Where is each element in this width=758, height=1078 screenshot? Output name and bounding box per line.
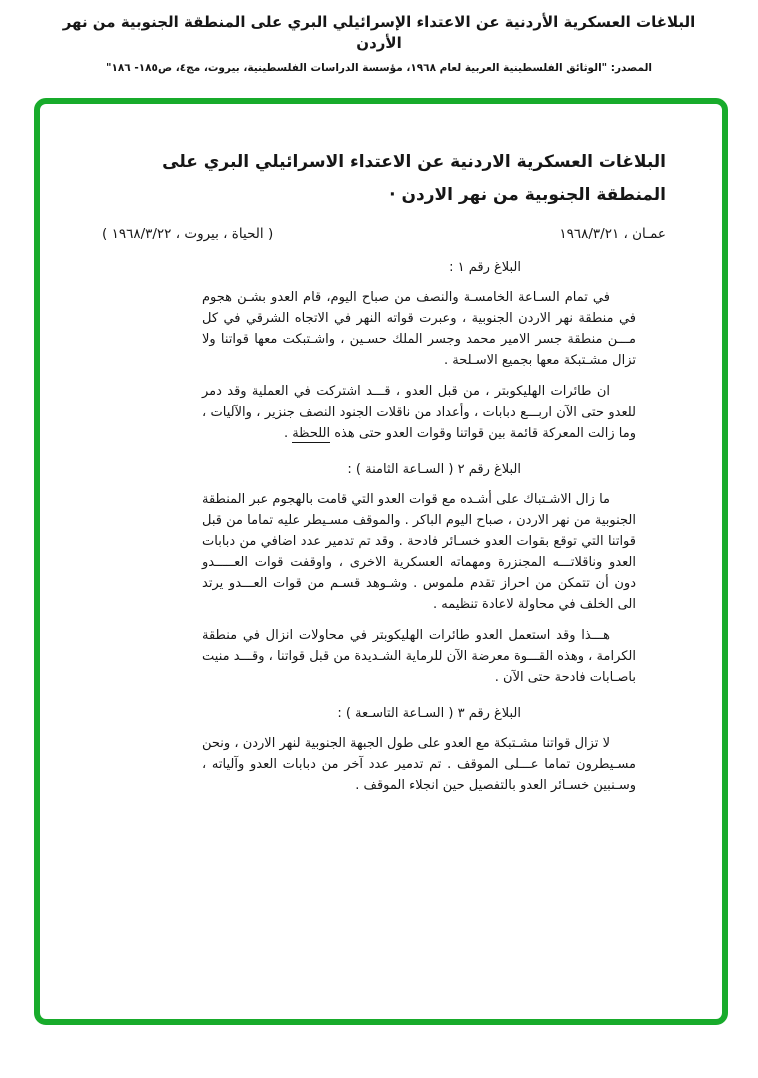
bulletin-2-heading: البلاغ رقم ٢ ( السـاعة الثامنة ) : [347, 462, 521, 477]
document-frame [34, 98, 728, 1025]
bulletin-1-heading: البلاغ رقم ١ : [449, 260, 521, 275]
page-header [0, 12, 758, 75]
document-title: البلاغات العسكرية الاردنية عن الاعتداء الاسرائيلي البري على المنطقة الجنوبية من نهر الاردن · [162, 152, 666, 205]
bulletin-2-paragraph-1: ما زال الاشـتباك على أشـده مع قوات العدو التي قامت بالهجوم عبر المنطقة الجنوبية من نهر الاردن ، صباح اليوم الباكر . والموقف مسـيطر عليه تماما من قبل قواتنا التي توقع بقوات العدو خسـائر فادحة . وقد تم تدمير عدد اضافي من دبابات العدو وناقلاتـــه المجنزرة ومهماته العسكرية الاخرى ، واوقفت قوات العـــــدو دون أن تتمكن من احراز تقدم ملموس . وشـوهد قسـم من قوات العـــدو يرتد الى الخلف في محاولة لاعادة تنظيمه . [202, 492, 636, 612]
dateline-row [102, 226, 666, 242]
source-citation: المصدر: "الوثائق الفلسطينية العربية لعام ١٩٦٨، مؤسسة الدراسات الفلسطينية، بيروت، مج٤، ص١٨٥- ١٨٦" [105, 62, 653, 74]
page-title: البلاغات العسكرية الأردنية عن الاعتداء الإسرائيلي البري على المنطقة الجنوبية من نهر الأردن [62, 13, 696, 52]
publication-reference: ( الحياة ، بيروت ، ١٩٦٨/٣/٢٢ ) [102, 226, 274, 242]
bulletin-3-paragraph-1: لا تزال قواتنا مشـتبكة مع العدو على طول الجبهة الجنوبية لنهر الاردن ، ونحن مسـيطرون تماما عـــلى الموقف . تم تدمير عدد آخر من دبابات العدو وآلياته ، وسـنبين خسـائر العدو بالتفصيل حين انجلاء الموقف . [202, 736, 636, 793]
underlined-word: اللحظة [292, 426, 331, 441]
paragraph-text: ان طائرات الهليكوبتر ، من قبل العدو ، قـــد اشتركت في العملية وقد دمر للعدو حتى الآن اربـــع دبابات ، وأعداد من ناقلات الجنود النصف جنزير ، والآليات ، وما زالت المعركة قائمة بين قواتنا وقوات العدو حتى هذه [202, 384, 636, 441]
bulletin-2-paragraph-2: هـــذا وقد استعمل العدو طائرات الهليكوبتر في محاولات انزال في منطقة الكرامة ، وهذه القـــوة معرضة الآن للرماية الشـديدة من قبل قواتنا ، وقـــد منيت باصـابات فادحة حتى الآن . [202, 628, 636, 685]
document-body [202, 257, 636, 796]
document-content [40, 104, 722, 796]
bulletin-1-paragraph-1: في تمام السـاعة الخامسـة والنصف من صباح اليوم، قام العدو بشـن هجوم في منطقة نهر الاردن الجنوبية ، وعبرت قواته النهر في الاتجاه الشرقي في كل مـــن منطقة جسر الامير محمد وجسر الملك حسـين ، واشـتبكت معها قواتنا ولا تزال مشـتبكة معها بجميع الاسـلحة . [202, 290, 636, 368]
bulletin-1-paragraph-2 [202, 381, 636, 444]
dateline: عمـان ، ١٩٦٨/٣/٢١ [559, 226, 666, 242]
paragraph-text: . [283, 426, 293, 441]
bulletin-3-heading: البلاغ رقم ٣ ( السـاعة التاسـعة ) : [337, 706, 521, 721]
